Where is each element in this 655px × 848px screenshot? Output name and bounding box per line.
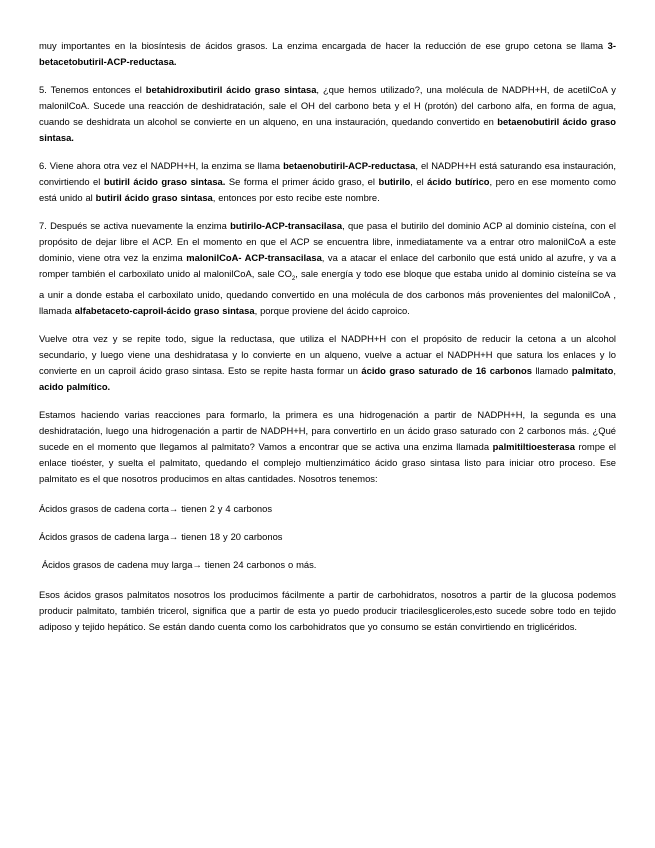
paragraph-palmitate-release: Estamos haciendo varias reacciones para formarlo, la primera es una hidrogenación a partir de NADPH+H, la segunda es una deshidratación, luego una hidrogenación a partir de NADPH+H, para convertirlo en un ácido graso saturado con 2 carbonos más. ¿Qué sucede en el momento que llegamos al palmitato? Vamos a encontrar que se activa una enzima llamada palmitiltioesterasa rompe el enlace tioéster, y suelta el palmitato, quedando el complejo multienzimático ácido graso sintasa listo para iniciar otro proceso. Ese palmitato es el que nosotros producimos en altas cantidades. Nosotros tenemos: bbox=[39, 408, 616, 484]
paragraph-repeat-cycle: Vuelve otra vez y se repite todo, sigue la reductasa, que utiliza el NADPH+H con el propósito de reducir la cetona a un alcohol secundario, y luego viene una deshidratasa y lo convierte en un alqueno, vuelve a actuar el NADPH+H que satura los enlaces y lo convierte en un caproil ácido graso sintasa. Esto se repite hasta formar un ácido graso saturado de 16 carbonos llamado palmitato, acido palmítico. bbox=[39, 332, 616, 392]
paragraph-carbohydrates: Esos ácidos grasos palmitatos nosotros los producimos fácilmente a partir de carbohidratos, nosotros a partir de la glucosa podemos producir palmitato, también tricerol, significa que a partir de esta yo puedo producir triacilesgliceroles,esto sucede sobre todo en tejido adiposo y tejido hepático. Se están dando cuenta como los carbohidratos que yo consumo se están convirtiendo en triglicéridos. bbox=[39, 588, 616, 632]
paragraph-step-5: 5. Tenemos entonces el betahidroxibutiril ácido graso sintasa, ¿que hemos utilizado?, una molécula de NADPH+H, de acetilCoA y malonilCoA. Sucede una reacción de deshidratación, sale el OH del carbono beta y el H (protón) del carbono alfa, en forma de agua, cuando se deshidrata un alcohol se convierte en un alqueno, en una instauración, quedando convertido en betaenobutiril ácido graso sintasa. bbox=[39, 84, 616, 143]
paragraph-step-7: 7. Después se activa nuevamente la enzima butirilo-ACP-transacilasa, que pasa el butirilo del dominio ACP al dominio cisteína, con el propósito de dejar libre el ACP. En el momento en que el ACP se encuentra libre, inmediatamente va a entrar otro malonilCoA a este dominio, viene otra vez la enzima malonilCoA- ACP-transacilasa, va a atacar el enlace del carbonilo que está unido al azufre, y va a romper también el carboxilato unido al malonilCoA, sale $CO_2$, sale energía y todo ese bloque que estaba unido al dominio cisteína se va a unir a donde estaba el carboxilato unido, quedando convertido en una molécula de dos carbonos más provenientes del malonilCoA , llamada alfabetaceto-caproil-ácido graso sintasa, porque proviene del ácido caproico. bbox=[39, 220, 617, 316]
paragraph-step-6: 6. Viene ahora otra vez el NADPH+H, la enzima se llama betaenobutiril-ACP-reductasa, el NADPH+H está saturando esa instauración, convirtiendo el butiril ácido graso sintasa. Se forma el primer ácido graso, el butirilo, el ácido butírico, pero en ese momento como está unido al butiril ácido graso sintasa, entonces por esto recibe este nombre. bbox=[39, 160, 616, 203]
list-item: Ácidos grasos de cadena muy larga→ tienen 24 carbonos o más. bbox=[39, 558, 317, 570]
fatty-acid-chain-list bbox=[39, 501, 616, 573]
list-item: Ácidos grasos de cadena corta→ tienen 2 y 4 carbonos bbox=[39, 502, 273, 514]
list-item: Ácidos grasos de cadena larga→ tienen 18 y 20 carbonos bbox=[39, 530, 283, 542]
paragraph-continuation: muy importantes en la biosíntesis de ácidos grasos. La enzima encargada de hacer la reducción de ese grupo cetona se llama 3-betacetobutiril-ACP-reductasa. bbox=[39, 40, 616, 67]
